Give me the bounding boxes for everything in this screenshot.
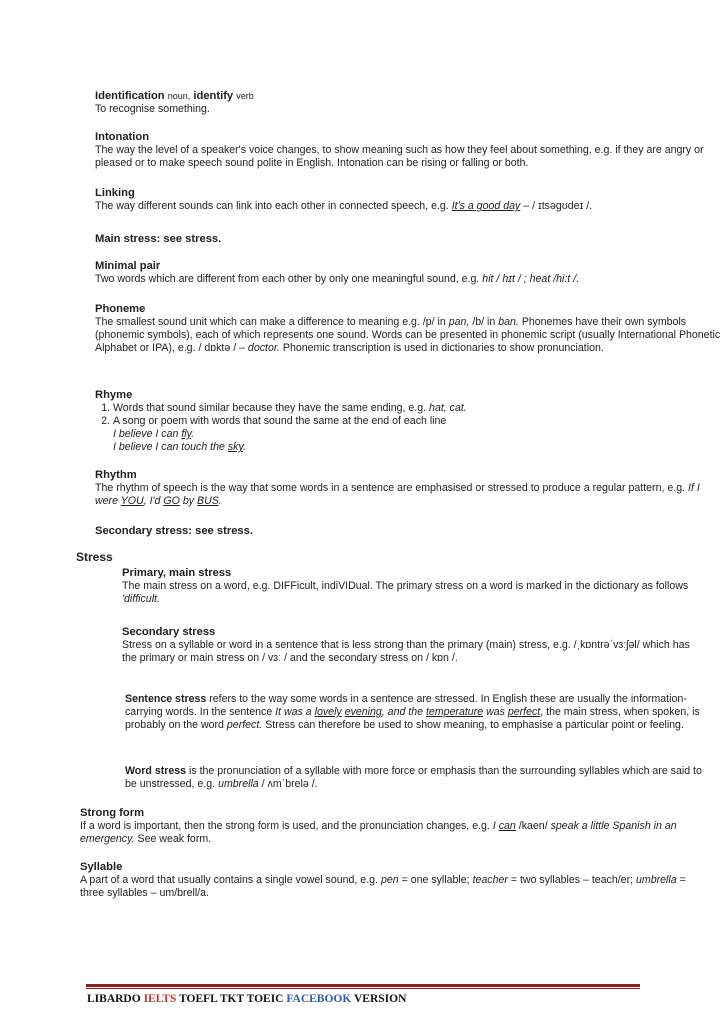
stress-primary: Primary, main stress The main stress on a word, e.g. DIFFicult, indiVIDual. The primary stress on a word is marked in the dictionary as follows 'difficult. bbox=[122, 567, 702, 606]
entry-minimal-pair: Minimal pair Two words which are different from each other by only one meaningful sound, e.g. hit / hɪt / ; heat /hi:t /. bbox=[95, 260, 715, 286]
entry-strong-form: Strong form If a word is important, then the strong form is used, and the pronunciation changes, e.g. I can /kaen/ speak a little Spanish in an emergency. See weak form. bbox=[80, 807, 712, 846]
footer-rule-thin bbox=[86, 988, 640, 989]
entry-secondary-stress-ref: Secondary stress: see stress. bbox=[95, 525, 253, 537]
subterm-word-stress: Word stress bbox=[125, 765, 187, 777]
entry-rhyme: Rhyme 1. Words that sound similar because they have the same ending, e.g. hat, cat. 2. A song or poem with words that sound the same at the end of each line I believe I can fly. I believe I can touch the sky. bbox=[95, 389, 715, 454]
definition-linking: The way different sounds can link into each other in connected speech, e.g. It's a good day – / ɪtsəgʊdeɪ /. bbox=[95, 200, 593, 212]
subterm-secondary-stress: Secondary stress bbox=[122, 626, 216, 638]
subterm-primary-stress: Primary, main stress bbox=[122, 567, 232, 579]
entry-syllable: Syllable A part of a word that usually contains a single vowel sound, e.g. pen = one syllable; teacher = two syllables – teach/er; umbrella = three syllables – um/brell/a. bbox=[80, 861, 712, 900]
entry-main-stress: Main stress: see stress. bbox=[95, 233, 222, 245]
rhyme-list bbox=[95, 402, 715, 428]
footer-text: LIBARDO IELTS TOEFL TKT TOEIC FACEBOOK VERSION bbox=[87, 993, 407, 1005]
stress-sentence: Sentence stress refers to the way some words in a sentence are stressed. In English these are usually the information-carrying words. In the sentence It was a lovely evening, and the temperature was perfect, the main stress, when spoken, is probably on the word perfect. Stress can therefore be used to show meaning, to emphasise a particular point or feeling. bbox=[125, 693, 700, 731]
definition-intonation: The way the level of a speaker's voice changes, to show meaning such as how they feel about something, e.g. if they are angry or pleased or to make speech sound polite in English. Intonation can be rising or falling or both. bbox=[95, 144, 704, 169]
entry-phoneme: Phoneme The smallest sound unit which can make a difference to meaning e.g. /p/ in pan, /b/ in ban. Phonemes have their own symbols (phonemic symbols), each of which represents one sound. Words can be presented in phonemic script (usually International Phonetic Alphabet or IPA), e.g. / dɒktə / – doctor. Phonemic transcription is used in dictionaries to show pronunciation. bbox=[95, 303, 721, 354]
entry-linking bbox=[95, 187, 715, 213]
term-rhyme: Rhyme bbox=[95, 389, 133, 401]
entry-identification: Identification noun, identify verb To recognise something. bbox=[95, 90, 715, 116]
term-linking: Linking bbox=[95, 187, 135, 199]
list-item: 2. A song or poem with words that sound the same at the end of each line bbox=[113, 415, 715, 428]
stress-word: Word stress is the pronunciation of a syllable with more force or emphasis than the surrounding syllables which are said to be unstressed, e.g. umbrella / ʌmˈbrelə /. bbox=[125, 765, 702, 790]
term-identification: Identification bbox=[95, 90, 165, 102]
term-rhythm: Rhythm bbox=[95, 469, 137, 481]
entry-rhythm: Rhythm The rhythm of speech is the way that some words in a sentence are emphasised or stressed to produce a regular pattern, e.g. If I were YOU, I'd GO by BUS. bbox=[95, 469, 715, 508]
term-stress: Stress bbox=[76, 550, 113, 564]
list-item: 1. Words that sound similar because they have the same ending, e.g. hat, cat. bbox=[113, 402, 715, 415]
term-minimal-pair: Minimal pair bbox=[95, 260, 161, 272]
term-phoneme: Phoneme bbox=[95, 303, 146, 315]
entry-intonation bbox=[95, 131, 720, 170]
footer-rule bbox=[86, 984, 640, 987]
entry-stress bbox=[76, 551, 113, 565]
term-syllable: Syllable bbox=[80, 861, 123, 873]
subterm-sentence-stress: Sentence stress bbox=[125, 693, 207, 705]
term-intonation: Intonation bbox=[95, 131, 150, 143]
stress-secondary: Secondary stress Stress on a syllable or word in a sentence that is less strong than the primary (main) stress, e.g. /ˌkɒntrəˈvɜːʃəl/ which has the primary or main stress on / vɜː / and the secondary stress on / kɒn /. bbox=[122, 626, 707, 665]
term-strong-form: Strong form bbox=[80, 807, 145, 819]
definition-identification: To recognise something. bbox=[95, 103, 210, 115]
